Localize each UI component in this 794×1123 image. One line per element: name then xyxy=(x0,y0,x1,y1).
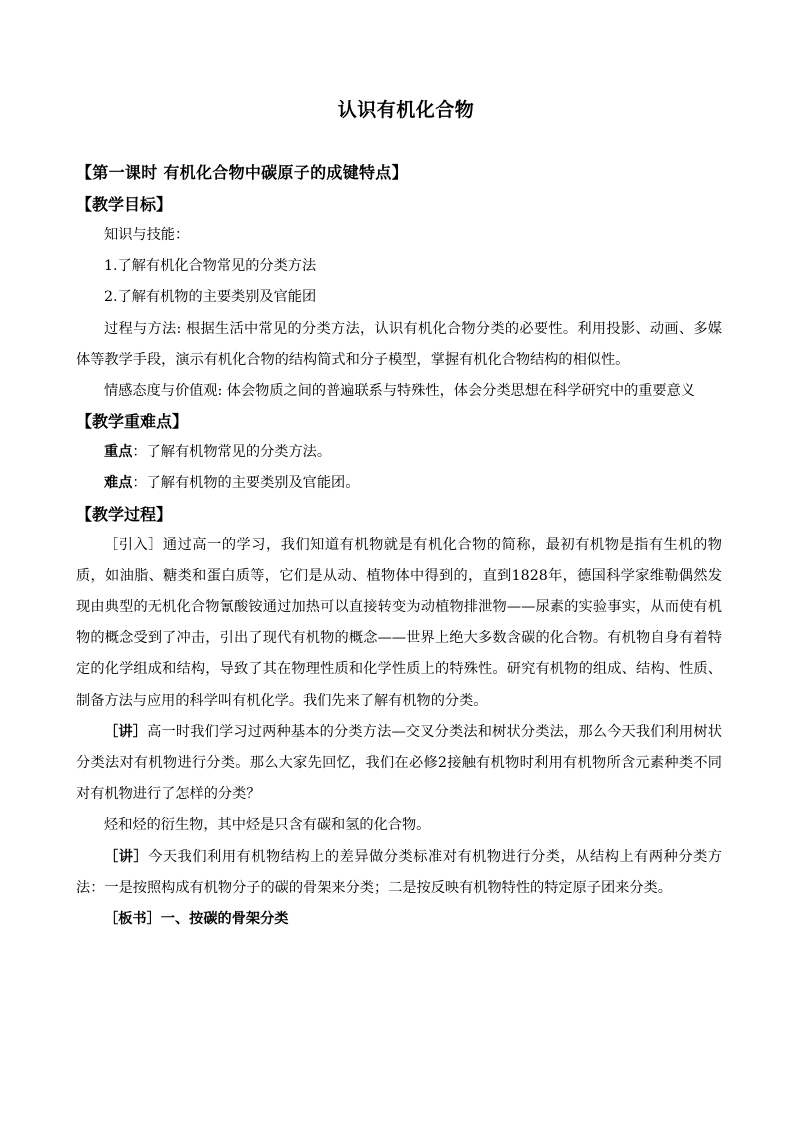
emotion-values-paragraph: 情感态度与价值观: 体会物质之间的普遍联系与特殊性，体会分类思想在科学研究中的重要意义 xyxy=(104,383,695,400)
talk-paragraph-1 xyxy=(76,717,722,811)
board-line: ［板书］一、按碳的骨架分类 xyxy=(104,911,289,928)
process-method-paragraph: 过程与方法: 根据生活中常见的分类方法，认识有机化合物分类的必要性。利用投影、动画、多媒体等教学手段，演示有机化合物的结构简式和分子模型，掌握有机化合物结构的相似性。 xyxy=(76,320,722,368)
objective-item-2: 2.了解有机物的主要类别及官能团 xyxy=(104,289,317,306)
talk-text-2: 今天我们利用有机物结构上的差异做分类标准对有机物进行分类，从结构上有两种分类方法：一是按照构成有机物分子的碳的骨架来分类；二是按反映有机物特性的特定原子团来分类。 xyxy=(76,848,722,896)
focus-label: 重点 xyxy=(104,444,133,461)
talk-text-1: 高一时我们学习过两种基本的分类方法—交叉分类法和树状分类法，那么今天我们利用树状分类法对有机物进行分类。那么大家先回忆，我们在必修2接触有机物时利用有机物所含元素种类不同对有机物进行了怎样的分类？ xyxy=(76,723,722,803)
objectives-heading: 【教学目标】 xyxy=(76,195,173,214)
answer-paragraph: 烃和烃的衍生物，其中烃是只含有碳和氢的化合物。 xyxy=(104,817,431,834)
objective-item-1: 1.了解有机化合物常见的分类方法 xyxy=(104,258,317,275)
knowledge-label: 知识与技能： xyxy=(104,227,190,243)
focus-text: ：了解有机物常见的分类方法。 xyxy=(132,444,332,461)
difficulty-label: 难点 xyxy=(104,475,133,492)
document-title: 认识有机化合物 xyxy=(337,99,475,121)
talk-paragraph-2 xyxy=(76,842,722,904)
process-heading: 【教学过程】 xyxy=(76,504,173,524)
talk-label-1: ［讲］ xyxy=(104,723,148,740)
lesson-heading: 【第一课时 有机化合物中碳原子的成键特点】 xyxy=(76,163,408,182)
difficulty-text: ：了解有机物的主要类别及官能团。 xyxy=(132,475,360,492)
key-points-heading: 【教学重难点】 xyxy=(76,412,189,432)
focus-line xyxy=(76,437,722,468)
intro-paragraph: ［引入］通过高一的学习，我们知道有机物就是有机化合物的简称，最初有机物是指有生机的物质，如油脂、糖类和蛋白质等，它们是从动、植物体中得到的，直到1828年，德国科学家维勒偶然发现由典型的无机化合物氰酸铵通过加热可以直接转变为动植物排泄物——尿素的实验事实，从而使有机物的概念受到了冲击，引出了现代有机物的概念——世界上绝大多数含碳的化合物。有机物自身有着特定的化学组成和结构，导致了其在物理性质和化学性质上的特殊性。研究有机物的组成、结构、性质、制备方法与应用的科学叫有机化学。我们先来了解有机物的分类。 xyxy=(76,536,722,709)
difficulty-line xyxy=(76,468,722,499)
talk-label-2: ［讲］ xyxy=(104,848,149,865)
